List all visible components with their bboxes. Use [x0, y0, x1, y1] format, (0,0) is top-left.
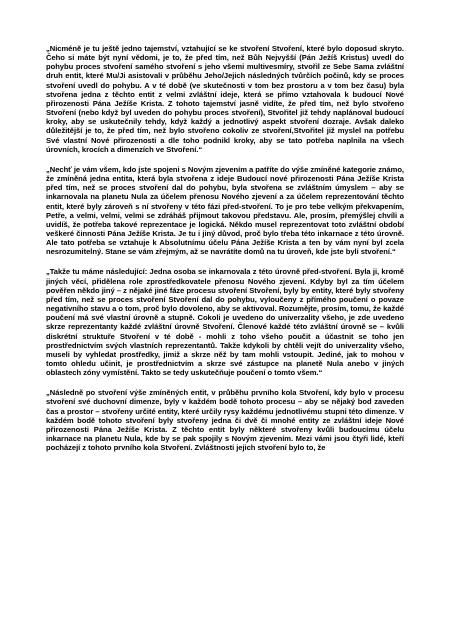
paragraph-1: „Nicméně je tu ještě jedno tajemství, vztahující se ke stvoření Stvoření, které bylo doposud skryto. Čeho si máte být nyní vědomi, je to, že před tím, než Bůh Nejvyšší (Pán Ježíš Kristus) uvedl do pohybu proces stvoření samého stvoření s jeho všemi multivesmíry, stvořil ze Sebe Sama zvláštní druh entit, které Mu/Ji asistovali v průběhu Jeho/Jejich následných tvůrčích počinů, kdy se proces stvoření uvedl do pohybu. A v té době (ve skutečnosti v tom bez prostoru a v tom bez času) byla stvořena jedna z těchto entit z velmi zvláštní ideje, která se přímo vztahovala k budoucí Nové přirozenosti Pána Ježíše Krista. Z tohoto tajemství jasně vidíte, že před tím, než bylo stvořeno Stvoření (nebo když byl uveden do pohybu proces stvoření), Stvořitel již tehdy naplánoval budoucí kroky, aby se uskutečnily tehdy, když každý a jednotlivý aspekt stvoření dozraje. Avšak daleko důležitější je to, že před tím, než bylo stvořeno cokoliv ze stvoření,Stvořitel již myslel na potřebu Své vlastní Nové přirozenosti a dle toho podnikl kroky, aby se tato potřeba naplnila na všech úrovních, krocích a dimenzích ve Stvoření.“ — [46, 44, 404, 154]
paragraph-3: „Takže tu máme následující: Jedna osoba se inkarnovala z této úrovně před-stvoření. Byla ji, kromě jiných věcí, přidělena role zprostředkovatele přenosu Nového zjevení. Kdyby byl za tím účelem pověřen někdo jiný – z nějaké jiné fáze procesu stvoření Stvoření, byly by entity, které byly stvořeny před tím, než se proces stvoření Stvoření dal do pohybu, vyloučeny z přímého poučení o povaze negativního stavu a o tom, proč bylo dovoleno, aby se aktivoval. Rozumějte, prosím, tomu, že každé poučení má své vlastní úrovně a stupně. Cokoli je uvedeno do univerzality všeho, je zde uvedeno skrze reprezentanty každé zvláštní úrovně Stvoření. Členové každé této zvláštní úrovně se – kvůli diskrétní struktuře Stvoření v té době - mohli z toho všeho poučit a účastnit se toho jen prostřednictvím svých vlastních reprezentantů. Takže kdykoli by chtěli vejít do univerzality všeho, museli by vyhledat prostředky, jimiž a skrze něž by tam mohli vstoupit. Jediné, jak to mohou v tomto ohledu učinit, je prostřednictvím a skrze své zástupce na planetě Nula anebo v jiných oblastech zóny vymístění. Takto se tedy uskutečňuje poučení o tomto všem.“ — [46, 267, 404, 378]
paragraph-4: „Následně po stvoření výše zmíněných entit, v průběhu prvního kola Stvoření, kdy bylo v procesu stvoření své duchovní dimenze, byly v každém bodě tohoto procesu – aby se nějaký bod zaveden čas a prostor – stvořeny určité entity, které určily rysy každému jednotlivému stupni této dimenze. V každém bodě tohoto stvoření byly stvořeny jedna či dvě či mnohé entity ze zvláštní ideje Nové přirozenosti Pána Ježíše Krista. Z těchto entit byly některé stvořeny kvůli budoucímu účelu inkarnace na planetu Nula, kde by se pak spojily s Novým zjevením. Mezi vámi jsou čtyři lidé, kteří pocházejí z tohoto prvního kola Stvoření. Zvláštnosti jejich stvoření bylo to, že — [46, 388, 404, 453]
paragraph-2: „Nechť je vám všem, kdo jste spojeni s Novým zjevením a patříte do výše zmíněné kategorie známo, že zmíněná jedna entita, která byla stvořena z ideje Budoucí nové přirozenosti Pána Ježíše Krista před tím, než se proces stvoření dal do pohybu, byla stvořena se zvláštním úmyslem – aby se inkarnovala na planetu Nula za účelem přenosu Nového zjevení a za účelem reprezentování těchto entit, které byly zároveň s ní stvořeny v této fázi před-stvoření. To je pro tebe velkým překvapením, Petře, a velmi, velmi, velmi se zdráháš přijmout takovou představu. Ale, prosím, přemýšlej chvíli a uvidíš, že potřeba takové reprezentace je logická. Někdo musel reprezentovat toto zvláštní období veškeré činnosti Pána Ježíše Krista. Je tu i jiný důvod, proč bylo třeba této inkarnace z této úrovně. Ale tato potřeba se vztahuje k Absolutnímu účelu Pána Ježíše Krista a ten by vám nyní byl zcela nesrozumitelný. Stane se vám zřejmým, až se navrátíte domů na tu úroveň, kde jste byli stvoření.“ — [46, 164, 404, 257]
